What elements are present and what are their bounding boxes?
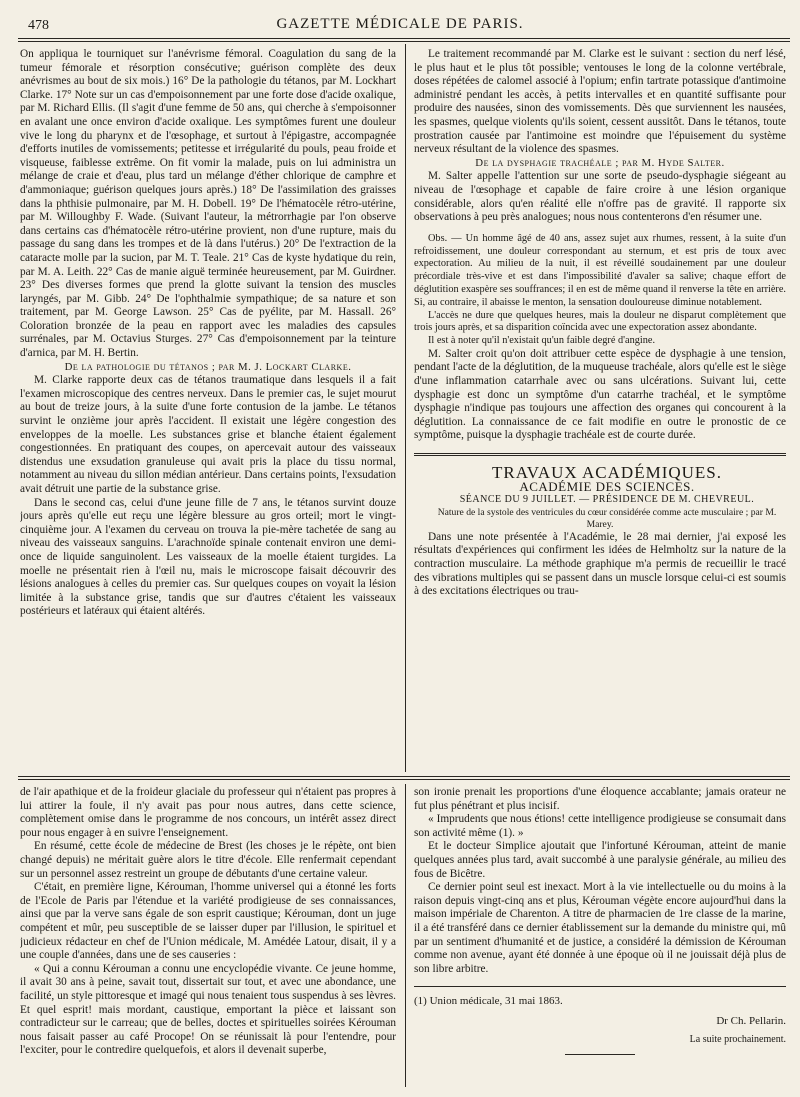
continued-note: La suite prochainement.	[689, 1033, 786, 1045]
right-top-column	[414, 48, 786, 764]
article-text: Le traitement recommandé par M. Clarke est le suivant : section du nerf lésé, le plus haut et le plus tôt possible; ventouses le long de la colonne vertébrale, doses répétées de calomel associé à l'opium; enfin tartrate potassique d'antimoine administré pendant les accès, à petits intervalles et en quantité suffisante pour produire des nausées, sinon des vomissements. Dès que surviennent les nausées, les spasmes, quelque violents qu'ils soient, cessent aussitôt. Dans le tétanos, toute prostration causée par l'antimoine est moindre que l'épuisement du système nerveux résultant de la violence des spasmes.	[414, 48, 786, 156]
journal-title: GAZETTE MÉDICALE DE PARIS.	[276, 16, 524, 32]
left-top-column	[20, 48, 396, 764]
feuilleton-text: son ironie prenait les proportions d'une éloquence accablante; jamais orateur ne fut plus pénétrant et plus incisif.	[414, 786, 786, 812]
academie-title: ACADÉMIE DES SCIENCES.	[519, 478, 695, 494]
signature: Dr Ch. Pellarin.	[716, 1014, 786, 1027]
footnote-rule	[414, 986, 786, 987]
feuilleton-text: C'était, en première ligne, Kérouman, l'homme universel qui a étonné les forts de l'Ecole de Paris par l'étendue et la variété prodigieuse de ses connaissances, ainsi que par la verve sans égale de son esprit caustique; Kérouman, dont un juge compétent et mûr, peu susceptible de se laisser duper par l'illusion, le spirituel et judicieux rédacteur en chef de l'Union médicale, M. Amédée Latour, disait, il y a une couple d'années, dans une de ses causeries :	[20, 881, 396, 962]
feuilleton-text: de l'air apathique et de la froideur glaciale du professeur qui n'étaient pas propres à lui attirer la foule, il n'y avait pas pour nous autres, dans cette science, complètement omise dans le programme de nos concours, un intérêt assez direct pour nous engager à en suivre l'enseignement.	[20, 786, 396, 839]
page-number: 478	[28, 18, 49, 33]
header-rule-double	[18, 41, 790, 42]
right-bottom-column	[414, 786, 786, 1088]
feuilleton-text: En résumé, cette école de médecine de Brest (les choses je le répète, ont bien changé depuis) ne méritait guère alors le titre d'école. Elle renfermait cependant sur un personnel assez restreint un groupe de débutants d'une certaine valeur.	[20, 840, 396, 880]
article-text: M. Clarke rapporte deux cas de tétanos traumatique dans lesquels il a fait l'examen microscopique des centres nerveux. Dans le premier cas, le sujet mourut au bout de treize jours, à la suite d'une forte contusion de la jambe. Le tétanos survint le onzième jour après l'accident. Il existait une légère congestion des enveloppes de la moelle. Les substances grise et blanche étaient également congestionnées. En pratiquant des coupes, on apercevait autour des vaisseaux distendus une exsudation granuleuse qui avait pris la place du tissu normal, notamment au niveau du sillon médian antérieur. Dans certains points, l'exsudation avait détruit une partie de la substance grise.	[20, 374, 396, 495]
feuilleton-text: « Qui a connu Kérouman a connu une encyclopédie vivante. Ce jeune homme, il avait 30 ans à peine, savait tout, dissertait sur tout, et avec une abondance, une facilité, un style pittoresque et imagé qui nous tenaient tous suspendus à ses lèvres. Et quel esprit! mais mordant, caustique, emportant la pièce et laissant son contradicteur sur le carreau; que de belles, doctes et spirituelles soirées Kérouman nous faisait passer au café Procope! On se réunissait là pour l'entendre, pour l'exciter, pour le contredire quelquefois, et alors il devenait superbe,	[20, 962, 396, 1057]
seance-line: SÉANCE DU 9 JUILLET. — PRÉSIDENCE DE M. CHEVREUL.	[459, 494, 755, 506]
left-bottom-column	[20, 786, 396, 1088]
feuilleton-text: « Imprudents que nous étions! cette intelligence prodigieuse se consumait dans son activité même (1). »	[414, 813, 786, 839]
article-text: M. Salter croit qu'on doit attribuer cette espèce de dysphagie à une tension, pendant l'acte de la déglutition, de la muqueuse trachéale, alors qu'elle est le siège d'une inflammation catarrhale avec ou sans ulcérations. Suivant lui, cette dysphagie est donc un symptôme d'un catarrhe trachéal, et le symptôme dysphagie n'indique pas toujours une affection des organes qui concourent à la déglutition. La connaissance de ce fait modifie en outre le pronostic de ce symptôme, puisque la dysphagie trachéale est de courte durée.	[414, 347, 786, 442]
closing-rule	[565, 1054, 635, 1055]
column-divider-bottom	[405, 784, 406, 1087]
section-rule-double	[414, 455, 786, 456]
observation-text: Obs. — Un homme âgé de 40 ans, assez sujet aux rhumes, ressent, à la suite d'un refroidissement, une douleur correspondant au sternum, et est pris de toux avec expectoration. Au milieu de la nuit, il est réveillé soudainement par une douleur précordiale très-vive et est dans l'impossibilité d'avaler sa salive; chaque effort de déglutition exaspère ses souffrances; il en est de même quand il renverse la tête en arrière. Si, au contraire, il abaisse le menton, la sensation douloureuse diminue notablement.	[414, 232, 786, 308]
feuilleton-rule-double	[18, 779, 790, 780]
section-title-dysphagie: De la dysphagie trachéale ; par M. Hyde Salter.	[475, 156, 725, 169]
article-text: M. Salter appelle l'attention sur une sorte de pseudo-dysphagie siégeant au niveau de l'œsophage et capable de faire croire à une lésion organique considérable, alors qu'en réalité elle n'offre pas de gravité. Il rapporte six observations à peu près analogues; nous nous contenterons d'en résumer une.	[414, 170, 786, 224]
header-rule	[18, 38, 790, 39]
nature-title: Nature de la systole des ventricules du cœur considérée comme acte musculaire ; par M. Marey.	[437, 506, 777, 530]
observation-text: Il est à noter qu'il n'existait qu'un faible degré d'angine.	[428, 335, 656, 347]
article-text: Dans une note présentée à l'Académie, le 28 mai dernier, j'ai exposé les résultats d'expériences qui confirment les idées de Helmholtz sur la nature de la contraction musculaire. La méthode graphique m'a permis de recueillir le tracé des vibrations multiples qui se passent dans un muscle lorsque celui-ci est soumis à des excitations électriques ou trau-	[414, 530, 786, 598]
column-divider-top	[405, 44, 406, 772]
section-rule	[414, 453, 786, 454]
feuilleton-rule	[18, 776, 790, 777]
article-text: Dans le second cas, celui d'une jeune fille de 7 ans, le tétanos survint douze jours après qu'elle eut reçu une légère blessure au gros orteil; mort le vingt-cinquième jour. A l'examen du cerveau on trouva la pie-mère tachetée de sang au niveau des vaisseaux sanguins. L'arachnoïde spinale contenait environ une demi-once de liquide sanguinolent. Les vaisseaux de la moelle étaient turgides. La moelle ne présentait rien à l'œil nu, mais le microscope faisait découvrir des lésions analogues à celles du premier cas. Sur quelques coupes on voyait la lésion limitée à la substance grise, tandis que sur d'autres c'étaient les vaisseaux postérieurs et latéraux qui étaient altérés.	[20, 496, 396, 618]
observation-text: L'accès ne dure que quelques heures, mais la douleur ne disparut complètement que trois jours après, et sa disparition coïncida avec une expectoration assez abondante.	[414, 309, 786, 334]
article-text: On appliqua le tourniquet sur l'anévrisme fémoral. Coagulation du sang de la tumeur fémorale et résorption consécutive; guérison complète des deux anévrismes au bout de six mois.) 16° De la pathologie du tétanos, par M. Lockhart Clarke. 17° Note sur un cas d'empoisonnement par une forte dose d'acide oxalique, par M. Richard Ellis. (Il s'agit d'une femme de 50 ans, qui cherche à s'empoisonner en avalant une once environ d'acide oxalique. Les symptômes furent une douleur vive le long du pharynx et de l'œsophage, et surtout à l'épigastre, accompagnée d'efforts inutiles de vomissements; petitesse et irrégularité du pouls, peau froide et visqueuse, faiblesse extrême. On fit vomir la malade, puis on lui administra un mélange de craie et d'eau, plus tard un mélange d'éther chlorique de camphre et d'ammoniaque; guérison quelques jours après.) 18° De l'assimilation des graisses dans la phthisie pulmonaire, par M. H. Dobell. 19° De l'hématocèle rétro-utérine, par M. Willoughby F. Wade. (Suivant l'auteur, la métrorrhagie par l'on observe dans certains cas d'hématocèle rétro-utérine provient, non d'une rupture, mais du passage du sang dans les trompes et de là dans l'utérus.) 20° De l'extraction de la cataracte molle par la sucion, par M. T. Teale. 21° Cas de kyste hydatique du rein, par M. A. Leith. 22° Cas de manie aiguë terminée heureusement, par M. Guirdner. 23° Des diverses formes que prend la glotte suivant la tension des muscles laryngés, par M. Gibb. 24° De l'ophthalmie sympathique; de sa nature et son traitement, par M. George Lawson. 25° Cas de pyélite, par M. Hassall. 26° Coloration bronzée de la peau en rapport avec les maladies des capsules surrénales, par M. Octavius Sturges. 27° Cas d'empoisonnement par la teinture d'arnica, par M. H. Bertin.	[20, 48, 396, 360]
footnote: (1) Union médicale, 31 mai 1863.	[414, 995, 563, 1008]
section-title-tetanos: De la pathologie du tétanos ; par M. J. Lockart Clarke.	[64, 360, 352, 373]
feuilleton-text: Ce dernier point seul est inexact. Mort à la vie intellectuelle ou du moins à la raison depuis vingt-cinq ans et plus, Kérouman végète encore aujourd'hui dans la maison impériale de Charenton. A titre de pharmacien de 1re classe de la marine, il a été transféré dans ce dernier établissement sur la demande du ministre qui, mû par un sentiment d'humanité et de justice, a considéré la démission de Kérouman comme non avenue, ayant été donnée à une époque où il ne jouissait déjà plus de son libre arbitre.	[414, 881, 786, 975]
feuilleton-text: Et le docteur Simplice ajoutait que l'infortuné Kérouman, atteint de manie quelques années plus tard, avait succombé à une paralysie générale, au milieu des fous de Bicêtre.	[414, 840, 786, 880]
travaux-title: TRAVAUX ACADÉMIQUES.	[491, 463, 722, 483]
